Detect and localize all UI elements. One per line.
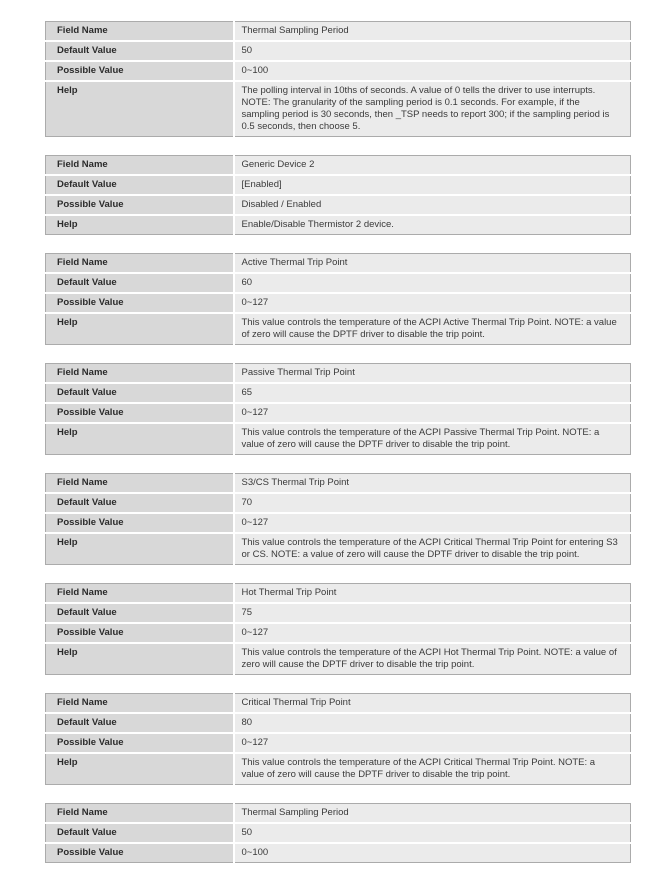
possible-value-value: 0~127	[234, 623, 631, 643]
row-label-default-value: Default Value	[46, 175, 234, 195]
field-name-row	[46, 474, 631, 494]
field-name-value: Active Thermal Trip Point	[234, 254, 631, 274]
help-row	[46, 533, 631, 565]
field-table	[45, 693, 631, 785]
row-label-help: Help	[46, 215, 234, 235]
field-name-value: Thermal Sampling Period	[234, 804, 631, 824]
help-row	[46, 423, 631, 455]
possible-value-row	[46, 623, 631, 643]
possible-value-row	[46, 61, 631, 81]
field-name-value: S3/CS Thermal Trip Point	[234, 474, 631, 494]
default-value-row	[46, 713, 631, 733]
row-label-possible-value: Possible Value	[46, 293, 234, 313]
help-value: The polling interval in 10ths of seconds. A value of 0 tells the driver to use interrupts. NOTE: The granularity of the sampling period is 0.1 seconds. For example, if the sampling period is 30 seconds, then _TSP needs to report 300; if the sampling period is 0.5 seconds, then choose 5.	[234, 81, 631, 137]
possible-value-value: Disabled / Enabled	[234, 195, 631, 215]
field-table	[45, 803, 631, 863]
possible-value-row	[46, 195, 631, 215]
help-value: This value controls the temperature of the ACPI Passive Thermal Trip Point. NOTE: a value of zero will cause the DPTF driver to disable the trip point.	[234, 423, 631, 455]
field-name-row	[46, 584, 631, 604]
row-label-default-value: Default Value	[46, 823, 234, 843]
possible-value-row	[46, 733, 631, 753]
possible-value-value: 0~127	[234, 513, 631, 533]
default-value-value: 70	[234, 493, 631, 513]
row-label-default-value: Default Value	[46, 603, 234, 623]
possible-value-value: 0~127	[234, 403, 631, 423]
field-name-row	[46, 364, 631, 384]
help-value: This value controls the temperature of the ACPI Active Thermal Trip Point. NOTE: a value of zero will cause the DPTF driver to disable the trip point.	[234, 313, 631, 345]
field-name-value: Hot Thermal Trip Point	[234, 584, 631, 604]
default-value-row	[46, 493, 631, 513]
row-label-default-value: Default Value	[46, 273, 234, 293]
field-name-row	[46, 254, 631, 274]
default-value-value: 80	[234, 713, 631, 733]
field-table	[45, 363, 631, 455]
row-label-help: Help	[46, 313, 234, 345]
field-name-row	[46, 22, 631, 42]
row-label-possible-value: Possible Value	[46, 195, 234, 215]
default-value-row	[46, 823, 631, 843]
field-name-value: Thermal Sampling Period	[234, 22, 631, 42]
row-label-field-name: Field Name	[46, 364, 234, 384]
possible-value-value: 0~100	[234, 843, 631, 863]
row-label-field-name: Field Name	[46, 804, 234, 824]
row-label-possible-value: Possible Value	[46, 843, 234, 863]
row-label-default-value: Default Value	[46, 41, 234, 61]
default-value-value: 50	[234, 823, 631, 843]
field-table	[45, 253, 631, 345]
row-label-help: Help	[46, 643, 234, 675]
row-label-help: Help	[46, 81, 234, 137]
default-value-row	[46, 175, 631, 195]
help-value: This value controls the temperature of the ACPI Hot Thermal Trip Point. NOTE: a value of zero will cause the DPTF driver to disable the trip point.	[234, 643, 631, 675]
row-label-possible-value: Possible Value	[46, 61, 234, 81]
default-value-value: 60	[234, 273, 631, 293]
default-value-value: 50	[234, 41, 631, 61]
row-label-help: Help	[46, 753, 234, 785]
row-label-default-value: Default Value	[46, 493, 234, 513]
row-label-field-name: Field Name	[46, 694, 234, 714]
help-row	[46, 81, 631, 137]
row-label-help: Help	[46, 423, 234, 455]
field-name-value: Critical Thermal Trip Point	[234, 694, 631, 714]
help-row	[46, 313, 631, 345]
row-label-possible-value: Possible Value	[46, 513, 234, 533]
possible-value-row	[46, 403, 631, 423]
help-value: This value controls the temperature of the ACPI Critical Thermal Trip Point for entering S3 or CS. NOTE: a value of zero will cause the DPTF driver to disable the trip point.	[234, 533, 631, 565]
possible-value-row	[46, 293, 631, 313]
field-table	[45, 21, 631, 137]
possible-value-value: 0~127	[234, 293, 631, 313]
help-row	[46, 215, 631, 235]
field-name-value: Generic Device 2	[234, 156, 631, 176]
row-label-field-name: Field Name	[46, 22, 234, 42]
field-table	[45, 583, 631, 675]
default-value-value: 65	[234, 383, 631, 403]
possible-value-value: 0~127	[234, 733, 631, 753]
field-name-row	[46, 156, 631, 176]
possible-value-value: 0~100	[234, 61, 631, 81]
default-value-row	[46, 383, 631, 403]
row-label-possible-value: Possible Value	[46, 623, 234, 643]
possible-value-row	[46, 843, 631, 863]
field-name-row	[46, 804, 631, 824]
row-label-default-value: Default Value	[46, 383, 234, 403]
row-label-possible-value: Possible Value	[46, 403, 234, 423]
row-label-field-name: Field Name	[46, 254, 234, 274]
default-value-row	[46, 603, 631, 623]
row-label-field-name: Field Name	[46, 584, 234, 604]
help-row	[46, 643, 631, 675]
field-name-value: Passive Thermal Trip Point	[234, 364, 631, 384]
possible-value-row	[46, 513, 631, 533]
row-label-default-value: Default Value	[46, 713, 234, 733]
help-row	[46, 753, 631, 785]
field-name-row	[46, 694, 631, 714]
default-value-row	[46, 41, 631, 61]
row-label-possible-value: Possible Value	[46, 733, 234, 753]
field-table	[45, 155, 631, 235]
help-value: Enable/Disable Thermistor 2 device.	[234, 215, 631, 235]
default-value-value: 75	[234, 603, 631, 623]
default-value-value: [Enabled]	[234, 175, 631, 195]
row-label-field-name: Field Name	[46, 156, 234, 176]
default-value-row	[46, 273, 631, 293]
field-table	[45, 473, 631, 565]
row-label-help: Help	[46, 533, 234, 565]
help-value: This value controls the temperature of the ACPI Critical Thermal Trip Point. NOTE: a value of zero will cause the DPTF driver to disable the trip point.	[234, 753, 631, 785]
row-label-field-name: Field Name	[46, 474, 234, 494]
field-tables-container	[45, 21, 631, 863]
